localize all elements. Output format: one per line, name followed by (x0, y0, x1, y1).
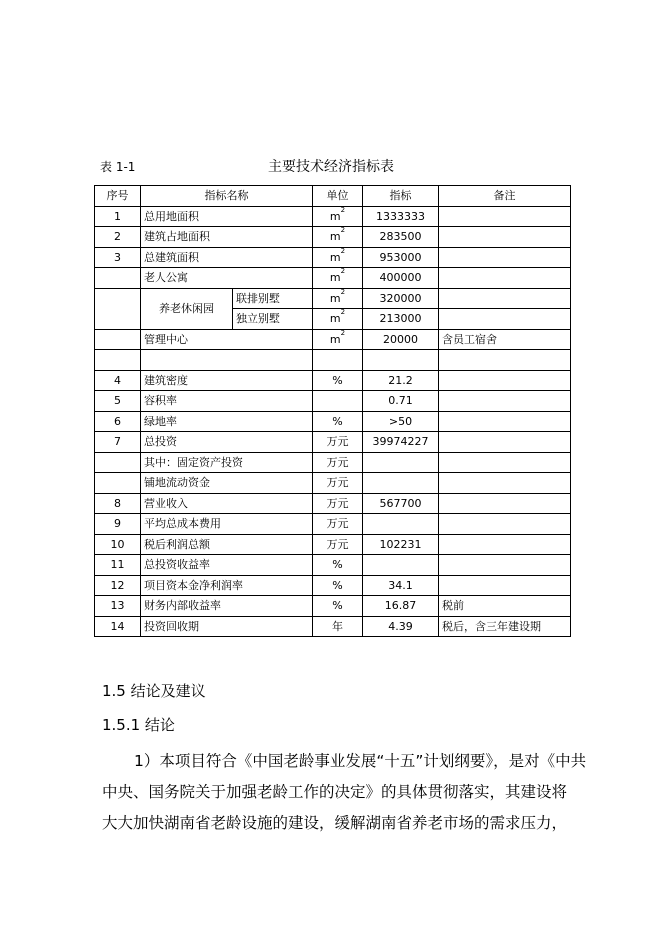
row-no: 8 (95, 493, 141, 514)
row-unit: % (313, 575, 363, 596)
row-no: 10 (95, 534, 141, 555)
row-unit: $m^2$ (313, 309, 363, 330)
table-header-row (95, 186, 571, 207)
row-value: 1333333 (363, 206, 439, 227)
row-name: 税后利润总额 (141, 534, 313, 555)
subsection-heading: 1.5.1 结论 (102, 716, 175, 734)
row-note (439, 432, 571, 453)
row-note: 含员工宿舍 (439, 329, 571, 350)
table-row (95, 206, 571, 227)
header-no: 序号 (95, 186, 141, 207)
header-value: 指标 (363, 186, 439, 207)
table-row (95, 227, 571, 248)
table-row (95, 596, 571, 617)
row-unit: % (313, 596, 363, 617)
row-name: 总用地面积 (141, 206, 313, 227)
row-unit: $m^2$ (313, 206, 363, 227)
row-no: 1 (95, 206, 141, 227)
row-value: 0.71 (363, 391, 439, 412)
row-value: 39974227 (363, 432, 439, 453)
row-unit: % (313, 555, 363, 576)
row-no (95, 268, 141, 289)
row-note: 税前 (439, 596, 571, 617)
row-unit: $m^2$ (313, 268, 363, 289)
row-no (95, 329, 141, 350)
row-no (95, 350, 141, 371)
table-row (95, 329, 571, 350)
row-value: 4.39 (363, 616, 439, 637)
row-note (439, 391, 571, 412)
table-row (95, 391, 571, 412)
row-note (439, 350, 571, 371)
row-no: 12 (95, 575, 141, 596)
table-row (95, 473, 571, 494)
row-unit: 万元 (313, 493, 363, 514)
row-unit: 年 (313, 616, 363, 637)
row-note (439, 288, 571, 309)
row-name: 独立别墅 (233, 309, 313, 330)
row-name: 财务内部收益率 (141, 596, 313, 617)
row-unit: 万元 (313, 514, 363, 535)
table-caption-label: 表 1-1 (100, 160, 136, 174)
table-row (95, 350, 571, 371)
row-no (95, 452, 141, 473)
row-no: 13 (95, 596, 141, 617)
row-value: 16.87 (363, 596, 439, 617)
table-row (95, 616, 571, 637)
row-value (363, 514, 439, 535)
row-note (439, 555, 571, 576)
row-value: 567700 (363, 493, 439, 514)
row-note (439, 575, 571, 596)
row-value: 102231 (363, 534, 439, 555)
table-title: 主要技术经济指标表 (268, 159, 394, 175)
row-value: 283500 (363, 227, 439, 248)
row-no: 6 (95, 411, 141, 432)
row-name: 建筑密度 (141, 370, 313, 391)
row-unit: $m^2$ (313, 247, 363, 268)
row-note (439, 370, 571, 391)
table-row (95, 555, 571, 576)
row-note (439, 514, 571, 535)
row-name: 联排别墅 (233, 288, 313, 309)
row-note (439, 309, 571, 330)
row-name: 项目资本金净利润率 (141, 575, 313, 596)
row-name (141, 350, 313, 371)
row-note (439, 268, 571, 289)
row-name: 平均总成本费用 (141, 514, 313, 535)
table-row (95, 514, 571, 535)
paragraph-line: 大大加快湖南省老龄设施的建设，缓解湖南省养老市场的需求压力， (102, 814, 568, 832)
row-note (439, 473, 571, 494)
conclusion-paragraph (102, 746, 587, 839)
table-row (95, 411, 571, 432)
table-row (95, 370, 571, 391)
row-no: 11 (95, 555, 141, 576)
row-name: 总投资收益率 (141, 555, 313, 576)
row-value: 213000 (363, 309, 439, 330)
table-row (95, 575, 571, 596)
table-row (95, 432, 571, 453)
row-value: 320000 (363, 288, 439, 309)
row-unit: % (313, 411, 363, 432)
row-no: 4 (95, 370, 141, 391)
table-row (95, 247, 571, 268)
row-note (439, 206, 571, 227)
paragraph-line: 中央、国务院关于加强老龄工作的决定》的具体贯彻落实，其建设将 (102, 783, 568, 801)
section-heading: 1.5 结论及建议 (102, 682, 206, 700)
row-name: 营业收入 (141, 493, 313, 514)
row-name: 投资回收期 (141, 616, 313, 637)
row-value: 400000 (363, 268, 439, 289)
row-name: 绿地率 (141, 411, 313, 432)
row-unit: $m^2$ (313, 288, 363, 309)
row-note (439, 452, 571, 473)
row-value: 20000 (363, 329, 439, 350)
row-name: 容积率 (141, 391, 313, 412)
header-unit: 单位 (313, 186, 363, 207)
row-name: 管理中心 (141, 329, 313, 350)
row-note (439, 534, 571, 555)
row-name: 总投资 (141, 432, 313, 453)
table-row (95, 288, 571, 309)
row-no (95, 288, 141, 329)
row-value (363, 452, 439, 473)
row-name: 老人公寓 (141, 268, 313, 289)
row-no: 14 (95, 616, 141, 637)
header-note: 备注 (439, 186, 571, 207)
header-name: 指标名称 (141, 186, 313, 207)
row-value: 953000 (363, 247, 439, 268)
row-value: 21.2 (363, 370, 439, 391)
row-unit: % (313, 370, 363, 391)
row-name: 铺地流动资金 (141, 473, 313, 494)
row-name: 其中：固定资产投资 (141, 452, 313, 473)
row-unit: 万元 (313, 432, 363, 453)
row-name: 总建筑面积 (141, 247, 313, 268)
row-no (95, 473, 141, 494)
table-row (95, 534, 571, 555)
paragraph-line: 1）本项目符合《中国老龄事业发展“十五”计划纲要》，是对《中共 (134, 752, 587, 770)
row-value (363, 473, 439, 494)
table-row (95, 268, 571, 289)
table-row (95, 493, 571, 514)
row-value: >50 (363, 411, 439, 432)
row-no: 9 (95, 514, 141, 535)
row-unit: 万元 (313, 473, 363, 494)
row-unit: $m^2$ (313, 227, 363, 248)
row-value: 34.1 (363, 575, 439, 596)
row-note: 税后，含三年建设期 (439, 616, 571, 637)
row-unit (313, 391, 363, 412)
row-unit: $m^2$ (313, 329, 363, 350)
row-note (439, 411, 571, 432)
indicator-table (94, 185, 571, 637)
sub-group-label: 养老休闲园 (141, 288, 233, 329)
row-no: 5 (95, 391, 141, 412)
row-note (439, 247, 571, 268)
table-row (95, 452, 571, 473)
row-note (439, 227, 571, 248)
row-unit: 万元 (313, 452, 363, 473)
row-note (439, 493, 571, 514)
row-unit (313, 350, 363, 371)
row-no: 2 (95, 227, 141, 248)
row-value (363, 350, 439, 371)
row-name: 建筑占地面积 (141, 227, 313, 248)
row-unit: 万元 (313, 534, 363, 555)
row-no: 3 (95, 247, 141, 268)
row-no: 7 (95, 432, 141, 453)
row-value (363, 555, 439, 576)
